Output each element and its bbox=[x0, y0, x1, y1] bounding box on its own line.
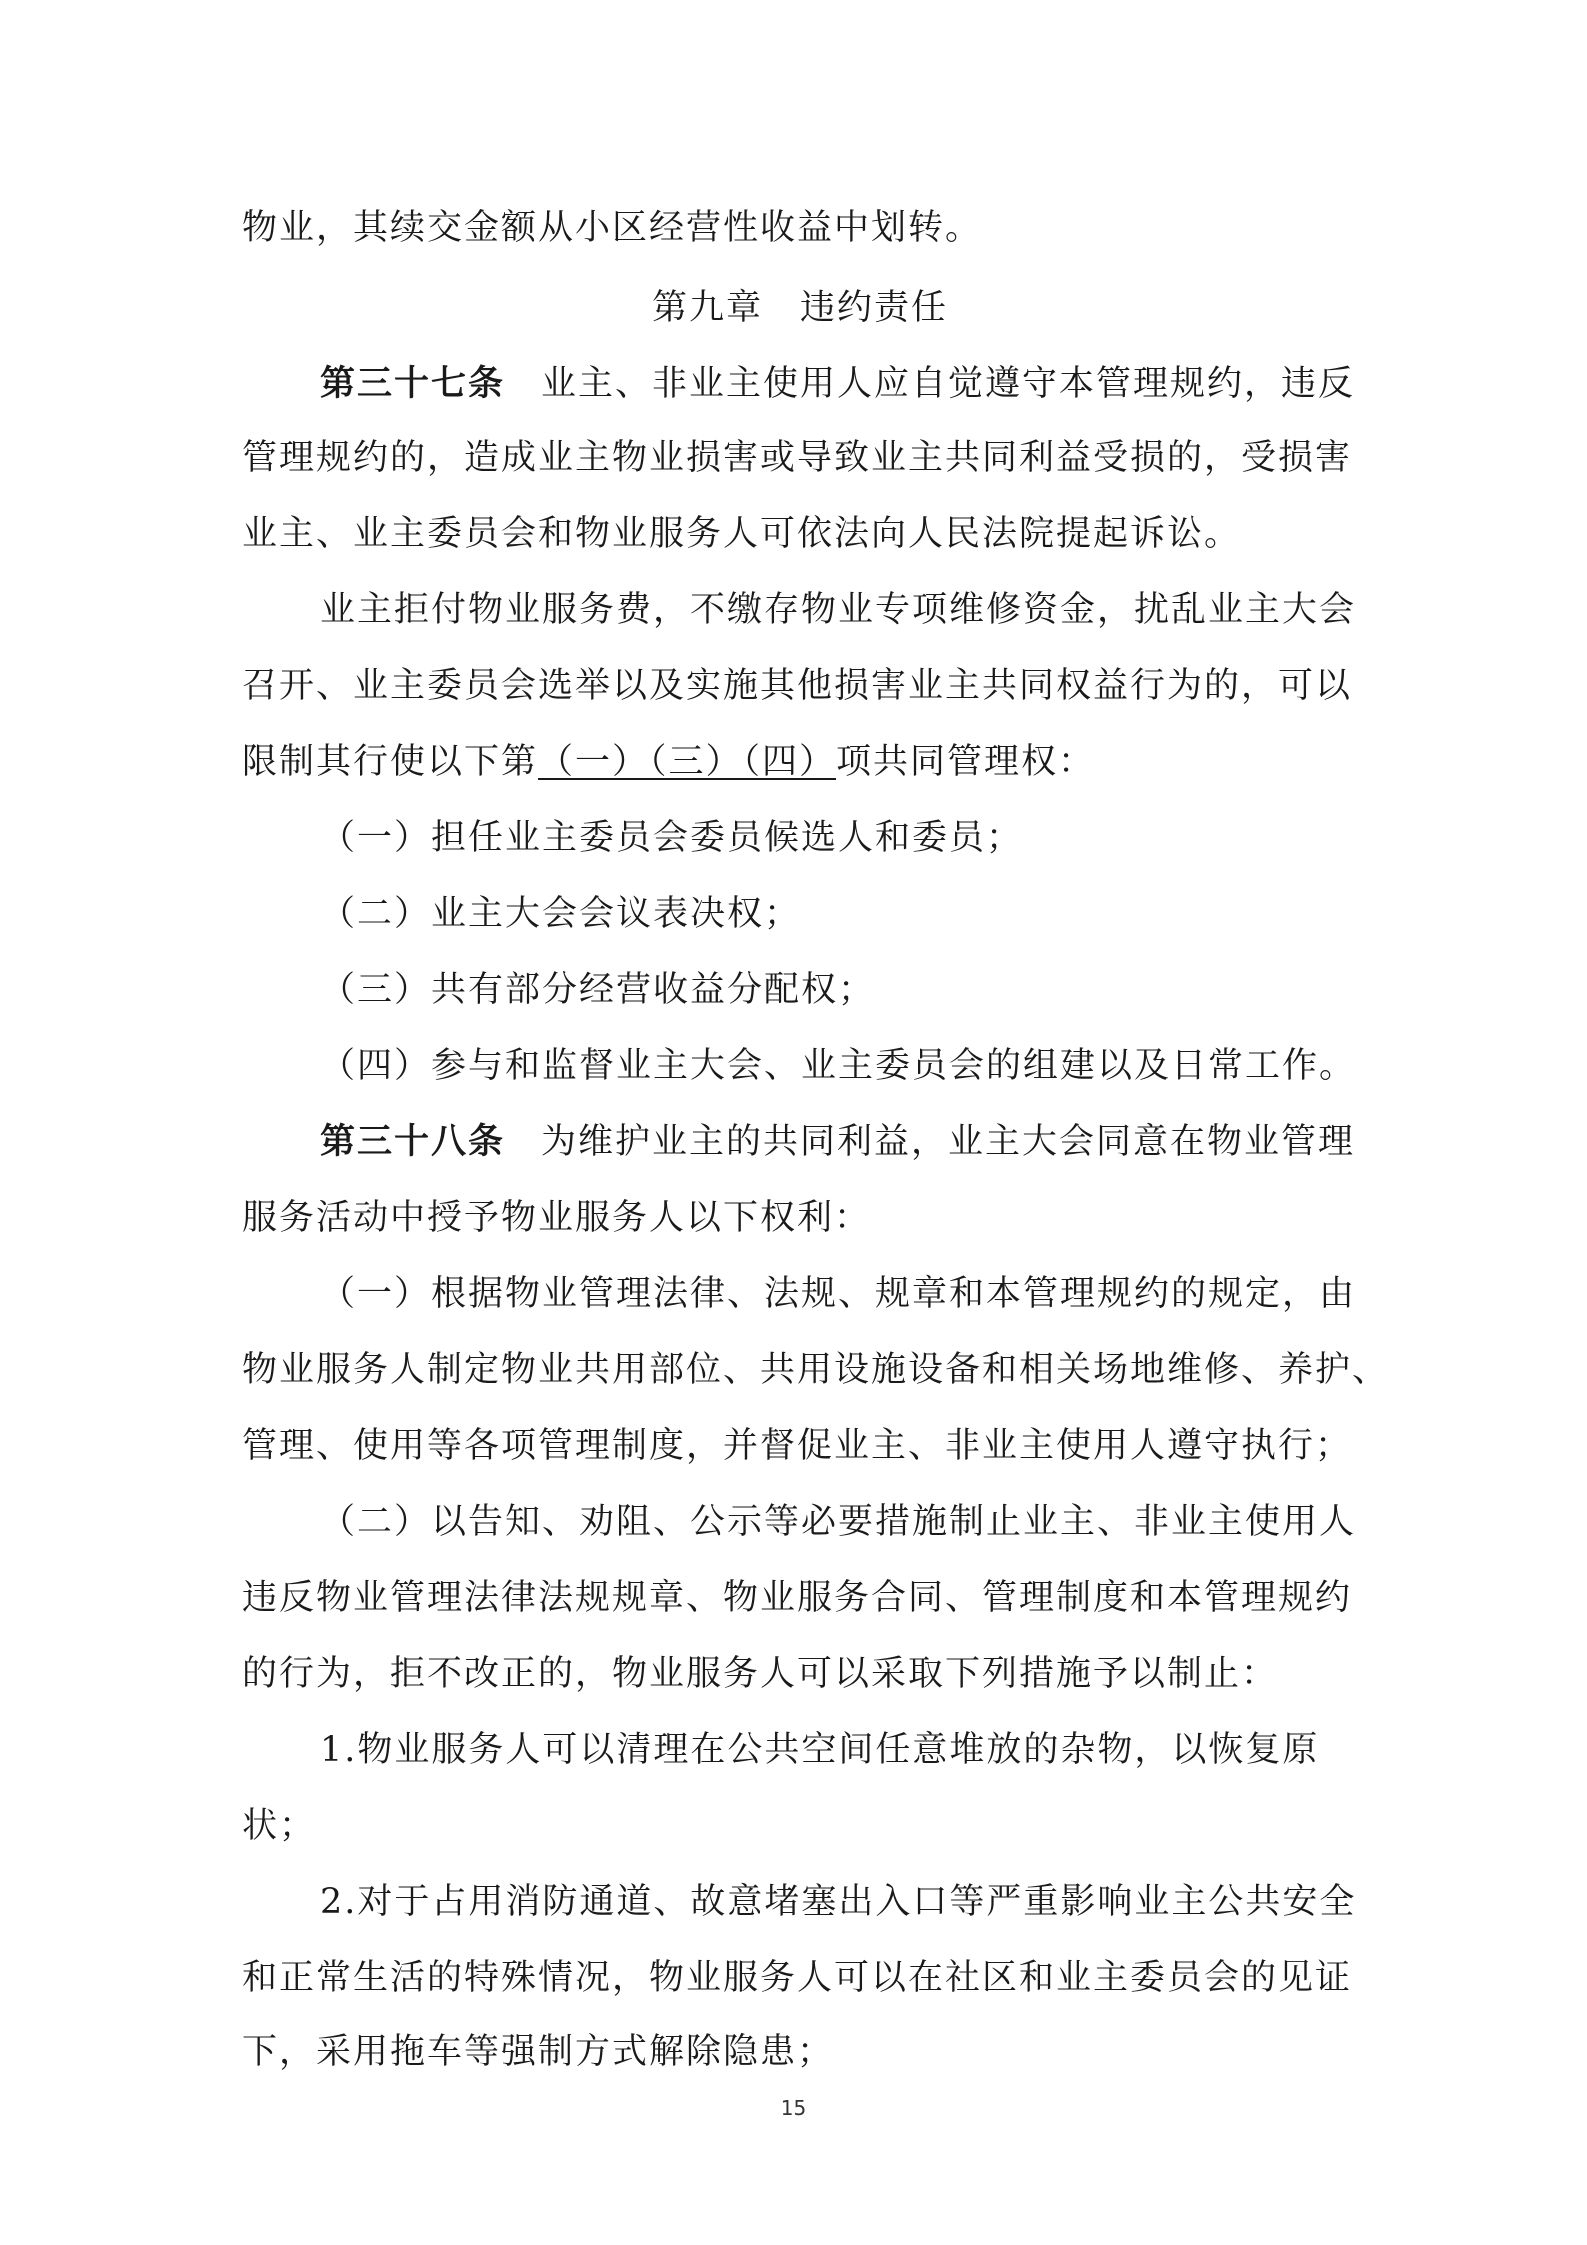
list-item-2: （二）业主大会会议表决权； bbox=[320, 894, 802, 934]
article-37-line-3: 业主、业主委员会和物业服务人可依法向人民法院提起诉讼。 bbox=[242, 514, 1242, 554]
article-37-line-2: 管理规约的，造成业主物业损害或导致业主共同利益受损的，受损害 bbox=[242, 438, 1353, 478]
list-item-1: （一）担任业主委员会委员候选人和委员； bbox=[320, 818, 1024, 858]
item-2-line-2: 违反物业管理法律法规规章、物业服务合同、管理制度和本管理规约 bbox=[242, 1578, 1353, 1618]
item-1-line-3: 管理、使用等各项管理制度，并督促业主、非业主使用人遵守执行； bbox=[242, 1426, 1353, 1466]
article-37-number: 第三十七条 bbox=[320, 363, 506, 404]
article-37-text-1: 业主、非业主使用人应自觉遵守本管理规约，违反 bbox=[541, 364, 1356, 404]
paragraph-2-line-3 bbox=[242, 740, 1095, 784]
article-38-number: 第三十八条 bbox=[320, 1121, 506, 1162]
item-2-line-3: 的行为，拒不改正的，物业服务人可以采取下列措施予以制止： bbox=[242, 1654, 1279, 1694]
sub-item-2-line-2: 和正常生活的特殊情况，物业服务人可以在社区和业主委员会的见证 bbox=[242, 1958, 1353, 1998]
item-2-line-1: （二）以告知、劝阻、公示等必要措施制止业主、非业主使用人 bbox=[320, 1502, 1357, 1542]
sub-item-1-line-1: 1.物业服务人可以清理在公共空间任意堆放的杂物，以恢复原 bbox=[320, 1730, 1320, 1770]
item-1-line-2: 物业服务人制定物业共用部位、共用设施设备和相关场地维修、养护、 bbox=[242, 1350, 1390, 1390]
article-38-line-2: 服务活动中授予物业服务人以下权利： bbox=[242, 1198, 872, 1238]
article-38-line-1 bbox=[320, 1120, 1355, 1164]
sub-item-2-line-1: 2.对于占用消防通道、故意堵塞出入口等严重影响业主公共安全 bbox=[320, 1882, 1357, 1922]
continuation-line: 物业，其续交金额从小区经营性收益中划转。 bbox=[242, 208, 983, 248]
page-number: 15 bbox=[780, 2096, 807, 2120]
chapter-title: 第九章 违约责任 bbox=[652, 288, 949, 328]
underlined-items: （一）（三）（四） bbox=[538, 742, 837, 782]
paragraph-2-line-3-post: 项共同管理权： bbox=[836, 742, 1096, 782]
article-38-text-1: 为维护业主的共同利益，业主大会同意在物业管理 bbox=[541, 1122, 1356, 1162]
sub-item-2-line-3: 下，采用拖车等强制方式解除隐患； bbox=[242, 2032, 835, 2072]
sub-item-1-line-2: 状； bbox=[242, 1806, 317, 1846]
item-1-line-1: （一）根据物业管理法律、法规、规章和本管理规约的规定，由 bbox=[320, 1274, 1357, 1314]
list-item-3: （三）共有部分经营收益分配权； bbox=[320, 970, 876, 1010]
list-item-4: （四）参与和监督业主大会、业主委员会的组建以及日常工作。 bbox=[320, 1046, 1357, 1086]
paragraph-2-line-1: 业主拒付物业服务费，不缴存物业专项维修资金，扰乱业主大会 bbox=[320, 590, 1357, 630]
paragraph-2-line-3-pre: 限制其行使以下第 bbox=[242, 742, 539, 782]
paragraph-2-line-2: 召开、业主委员会选举以及实施其他损害业主共同权益行为的，可以 bbox=[242, 666, 1353, 706]
article-37-line-1 bbox=[320, 362, 1355, 406]
